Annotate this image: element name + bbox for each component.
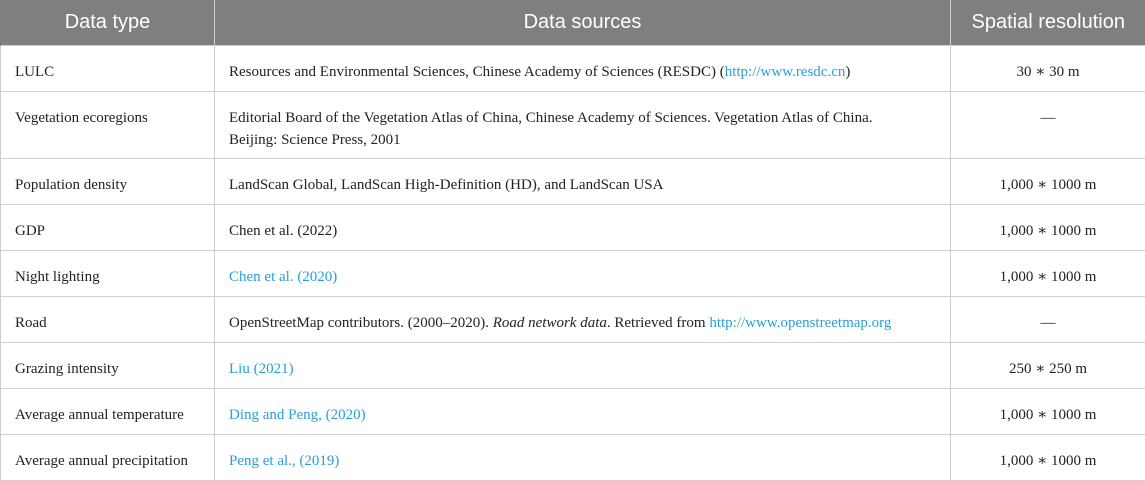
header-data-sources: Data sources — [215, 0, 951, 46]
citation-link[interactable]: Peng et al., (2019) — [229, 453, 339, 469]
citation-link[interactable]: Liu (2021) — [229, 361, 294, 377]
resolution-cell: 1,000 ∗ 1000 m — [951, 205, 1145, 251]
data-source-cell — [215, 435, 951, 481]
table-row — [1, 46, 1145, 92]
resolution-cell: 1,000 ∗ 1000 m — [951, 435, 1145, 481]
table-row — [1, 205, 1145, 251]
header-data-type: Data type — [1, 0, 215, 46]
data-type-cell: Road — [1, 297, 215, 343]
data-source-cell: Chen et al. (2022) — [215, 205, 951, 251]
data-source-cell: Editorial Board of the Vegetation Atlas of China, Chinese Academy of Sciences. Vegetation Atlas of China. Beijing: Science Press, 2001 — [215, 92, 951, 159]
table-row — [1, 343, 1145, 389]
data-source-cell — [215, 343, 951, 389]
resolution-cell: 30 ∗ 30 m — [951, 46, 1145, 92]
data-type-cell: LULC — [1, 46, 215, 92]
citation-link[interactable]: Chen et al. (2020) — [229, 269, 337, 285]
header-row — [1, 0, 1145, 46]
table-row — [1, 435, 1145, 481]
resdc-link[interactable]: http://www.resdc.cn — [725, 64, 846, 80]
data-type-cell: Average annual precipitation — [1, 435, 215, 481]
data-type-cell: Grazing intensity — [1, 343, 215, 389]
data-source-cell: OpenStreetMap contributors. (2000–2020). Road network data. Retrieved from http://www.openstreetmap.org — [215, 297, 951, 343]
resolution-cell: 250 ∗ 250 m — [951, 343, 1145, 389]
openstreetmap-link[interactable]: http://www.openstreetmap.org — [709, 315, 891, 331]
data-source-cell — [215, 389, 951, 435]
data-type-cell: Vegetation ecoregions — [1, 92, 215, 159]
resolution-cell: 1,000 ∗ 1000 m — [951, 251, 1145, 297]
data-source-cell: LandScan Global, LandScan High-Definition (HD), and LandScan USA — [215, 159, 951, 205]
header-spatial-resolution: Spatial resolution — [951, 0, 1145, 46]
resolution-cell: — — [951, 92, 1145, 159]
table-row — [1, 159, 1145, 205]
data-source-cell: Resources and Environmental Sciences, Chinese Academy of Sciences (RESDC) (http://www.resdc.cn) — [215, 46, 951, 92]
data-type-cell: Population density — [1, 159, 215, 205]
resolution-cell: 1,000 ∗ 1000 m — [951, 389, 1145, 435]
data-source-cell — [215, 251, 951, 297]
table-row — [1, 251, 1145, 297]
citation-link[interactable]: Ding and Peng, (2020) — [229, 407, 366, 423]
data-type-cell: Average annual temperature — [1, 389, 215, 435]
resolution-cell: 1,000 ∗ 1000 m — [951, 159, 1145, 205]
table-row — [1, 297, 1145, 343]
data-type-cell: Night lighting — [1, 251, 215, 297]
table-row — [1, 389, 1145, 435]
resolution-cell: — — [951, 297, 1145, 343]
table-row — [1, 92, 1145, 159]
data-type-cell: GDP — [1, 205, 215, 251]
